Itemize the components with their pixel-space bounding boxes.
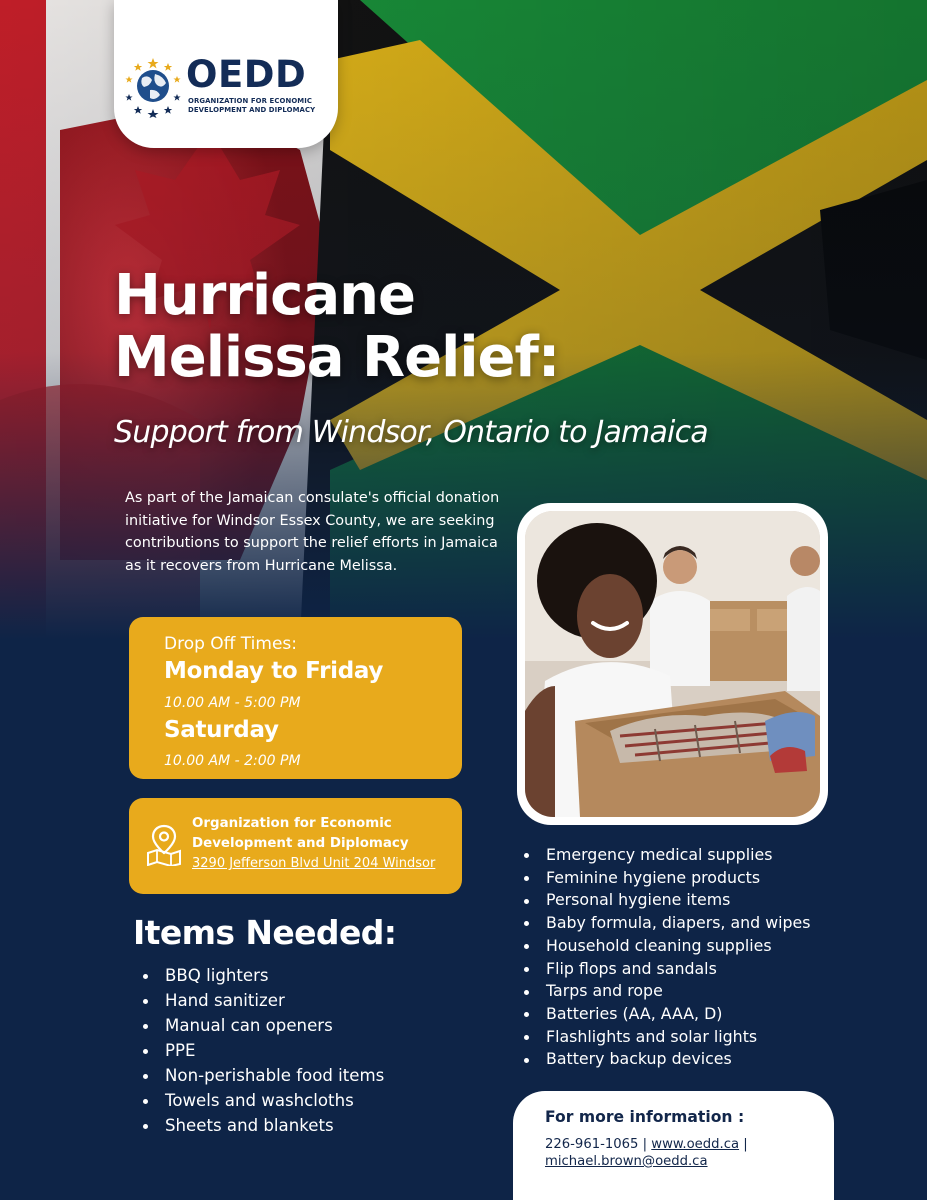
items-list-right	[516, 844, 811, 1071]
list-item: Flashlights and solar lights	[516, 1026, 811, 1049]
globe-stars-icon	[122, 56, 184, 118]
title-line-2: Melissa Relief:	[114, 324, 560, 390]
intro-paragraph: As part of the Jamaican consulate's official donation initiative for Windsor Essex County, we are seeking contributions to support the relief efforts in Jamaica as it recovers from Hurricane Melissa.	[125, 490, 500, 574]
page-title	[114, 265, 559, 388]
list-item: Flip flops and sandals	[516, 958, 811, 981]
list-item: Sheets and blankets	[135, 1113, 384, 1138]
contact-separator: |	[743, 1137, 748, 1152]
contact-card	[513, 1091, 834, 1200]
weekday-hours: 10.00 AM - 5:00 PM	[164, 695, 301, 711]
drop-off-hours-card	[129, 617, 462, 779]
list-item: Batteries (AA, AAA, D)	[516, 1003, 811, 1026]
logo-card	[114, 0, 338, 148]
logo-wordmark: OEDD	[186, 53, 307, 96]
logo-subtitle: ORGANIZATION FOR ECONOMIC DEVELOPMENT AND DIPLOMACY	[188, 97, 316, 114]
website-link[interactable]: www.oedd.ca	[651, 1137, 740, 1152]
list-item: Emergency medical supplies	[516, 844, 811, 867]
list-item: Battery backup devices	[516, 1048, 811, 1071]
saturday-hours: 10.00 AM - 2:00 PM	[164, 753, 301, 769]
contact-line-2	[545, 1153, 708, 1170]
contact-separator: |	[642, 1137, 648, 1152]
list-item: Tarps and rope	[516, 980, 811, 1003]
drop-off-label: Drop Off Times:	[164, 634, 297, 654]
list-item: BBQ lighters	[135, 963, 384, 988]
weekday-label: Monday to Friday	[164, 658, 384, 684]
list-item: Personal hygiene items	[516, 889, 811, 912]
list-item: Towels and washcloths	[135, 1088, 384, 1113]
list-item: PPE	[135, 1038, 384, 1063]
address-card	[129, 798, 462, 894]
list-item: Hand sanitizer	[135, 988, 384, 1013]
list-item: Feminine hygiene products	[516, 867, 811, 890]
contact-line-1	[545, 1136, 748, 1153]
list-item: Manual can openers	[135, 1013, 384, 1038]
email-link[interactable]: michael.brown@oedd.ca	[545, 1154, 708, 1169]
volunteer-photo	[525, 511, 820, 817]
list-item: Baby formula, diapers, and wipes	[516, 912, 811, 935]
items-needed-title: Items Needed:	[133, 913, 397, 952]
title-line-1: Hurricane	[114, 263, 415, 328]
volunteer-photo-frame	[517, 503, 828, 825]
address-link[interactable]: 3290 Jefferson Blvd Unit 204 Windsor	[192, 856, 436, 871]
page-subtitle: Support from Windsor, Ontario to Jamaica	[114, 415, 708, 450]
list-item: Household cleaning supplies	[516, 935, 811, 958]
map-pin-icon	[145, 824, 183, 866]
contact-phone: 226-961-1065	[545, 1137, 639, 1152]
saturday-label: Saturday	[164, 717, 279, 743]
volunteer-illustration	[525, 511, 820, 817]
items-list-left	[135, 963, 384, 1138]
address-organization: Organization for Economic Development and Diplomacy	[192, 816, 409, 851]
contact-title: For more information :	[545, 1108, 745, 1126]
list-item: Non-perishable food items	[135, 1063, 384, 1088]
